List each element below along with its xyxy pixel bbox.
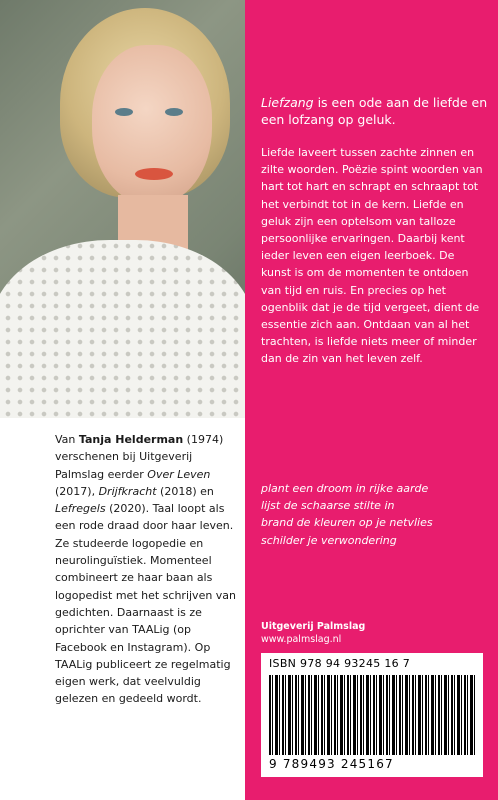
poem-line: brand de kleuren op je netvlies <box>261 516 433 530</box>
bio-part: (2020). Taal loopt als een rode draad door haar leven. Ze studeerde logopedie en neurolinguïstiek. Momenteel combineert ze haar baan als logopedist met het schrijven van gedichten. Daarnaast is ze oprichter van TAALig (op Facebook en Instagram). Op TAALig publiceert ze regelmatig eigen werk, dat veelvuldig gelezen en gedeeld wordt. <box>55 502 237 706</box>
bio-author-name: Tanja Helderman <box>78 433 184 446</box>
publisher-info <box>261 620 486 646</box>
barcode-icon <box>269 675 475 755</box>
poem-line: schilder je verwondering <box>261 533 397 547</box>
barcode-box <box>261 653 483 777</box>
poem-line: lijst de schaarse stilte in <box>261 499 395 513</box>
publisher-url: www.palmslag.nl <box>261 634 342 645</box>
bio-part: (2017), <box>55 484 99 498</box>
barcode-number: 9 789493 245167 <box>269 757 394 771</box>
lead-text <box>261 94 491 128</box>
portrait-right-eye <box>165 108 183 116</box>
lead-rest: is een ode aan de liefde en een lofzang op geluk. <box>261 95 488 127</box>
bio-part: (2018) en <box>156 484 214 498</box>
bio-prefix: Van <box>55 433 79 446</box>
author-bio <box>55 431 241 708</box>
bio-part: (1974) verschenen bij Uitgeverij Palmslag eerder <box>55 433 224 481</box>
bio-book-title: Lefregels <box>55 502 106 516</box>
author-portrait-photo <box>0 0 245 418</box>
portrait-left-eye <box>115 108 133 116</box>
portrait-lips <box>135 168 173 180</box>
bio-book-title: Drijfkracht <box>98 484 157 498</box>
pink-panel <box>245 0 498 800</box>
portrait-blouse <box>0 240 245 418</box>
isbn-label: ISBN 978 94 93245 16 7 <box>269 657 411 670</box>
poem-line: plant een droom in rijke aarde <box>261 482 429 495</box>
bio-book-title: Over Leven <box>147 467 211 481</box>
poem <box>261 480 486 549</box>
blurb-body: Liefde laveert tussen zachte zinnen en zilte woorden. Poëzie spint woorden van hart tot hart en schrapt en schraapt tot het verbindt tot in de kern. Liefde en geluk zijn een optelsom van talloze persoonlijke ervaringen. Daarbij kent ieder leven een eigen leerboek. De kunst is om de momenten te ontdoen van tijd en ruis. En precies op het ogenblik dat je de tijd vergeet, dient de essentie zich aan. Ontdaan van al het trachten, is liefde niets meer of minder dan de zin van het leven zelf. <box>261 146 483 366</box>
lead-title: Liefzang <box>261 95 314 110</box>
publisher-name: Uitgeverij Palmslag <box>261 621 366 632</box>
portrait-face <box>92 45 212 205</box>
